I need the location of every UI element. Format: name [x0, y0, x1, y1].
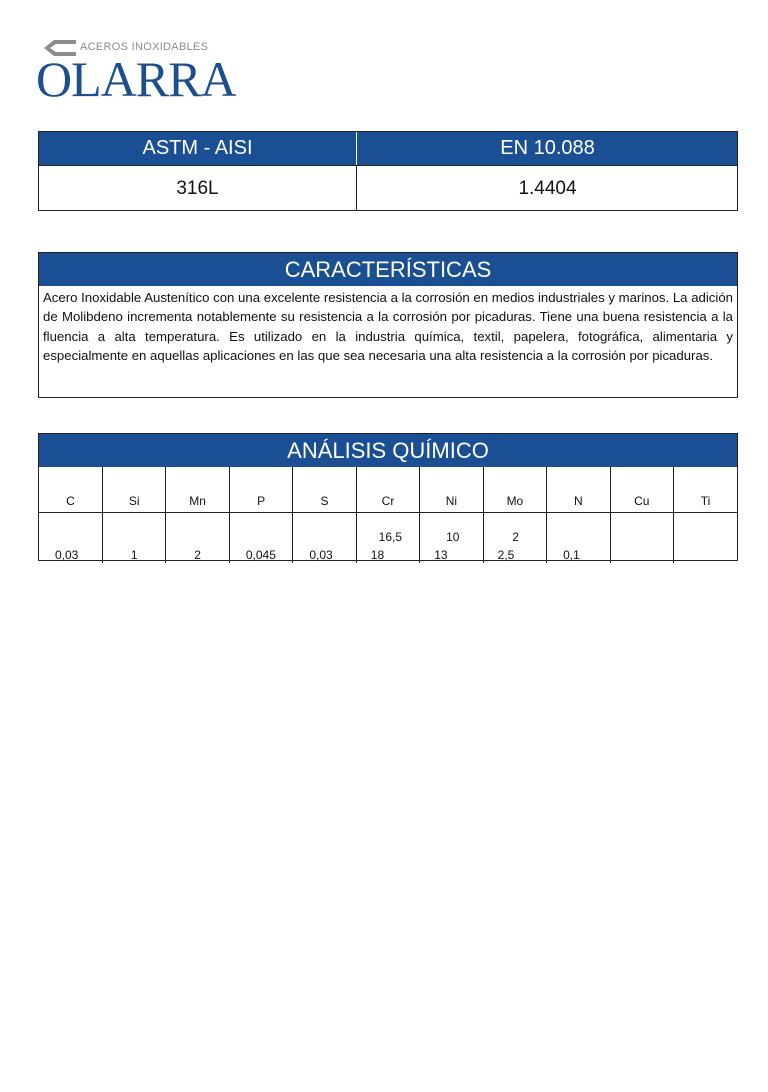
value-en-10088: 1.4404: [518, 177, 577, 199]
element-range-max: 0,03: [309, 548, 333, 562]
header-en-10088: EN 10.088: [500, 137, 595, 159]
equivalence-table: [38, 131, 738, 211]
element-value-cr: [356, 513, 419, 564]
element-symbol-cr: Cr: [356, 467, 419, 513]
element-symbol-ti: Ti: [674, 467, 737, 513]
element-range-max: 13: [434, 548, 448, 562]
element-symbol-mn: Mn: [166, 467, 229, 513]
element-value-c: [39, 513, 102, 564]
element-range-min: 10: [446, 530, 460, 544]
element-value-mo: [483, 513, 546, 564]
element-range-max: 0,1: [563, 548, 580, 562]
element-range-max: 2,5: [497, 548, 515, 562]
element-symbol-si: Si: [102, 467, 165, 513]
element-range-max: 0,045: [245, 548, 276, 562]
element-symbol-mo: Mo: [483, 467, 546, 513]
chemical-analysis-title: ANÁLISIS QUÍMICO: [39, 434, 737, 467]
element-symbol-n: N: [547, 467, 610, 513]
characteristics-title: CARACTERÍSTICAS: [39, 253, 737, 286]
logo-wordmark: OLARRA: [36, 51, 236, 107]
element-range-min: 2: [512, 530, 519, 544]
element-value-mn: [166, 513, 229, 564]
element-symbol-c: C: [39, 467, 102, 513]
element-value-p: [229, 513, 292, 564]
element-value-ni: [420, 513, 483, 564]
logo-tagline: ACEROS INOXIDABLES: [80, 41, 209, 53]
element-range-max: 1: [130, 548, 138, 562]
value-astm-aisi: 316L: [39, 166, 357, 211]
element-symbol-s: S: [293, 467, 356, 513]
element-symbol-cu: Cu: [610, 467, 673, 513]
chemical-analysis-section: [38, 433, 738, 561]
element-value-s: [293, 513, 356, 564]
element-range-min: 16,5: [378, 530, 402, 544]
element-value-ti: [674, 513, 737, 564]
chemical-analysis-table: [39, 467, 737, 563]
characteristics-text: Acero Inoxidable Austenítico con una excelente resistencia a la corrosión en medios industriales y marinos. La adición de Molibdeno incrementa notablemente su resistencia a la corrosión por picaduras. Tiene una buena resistencia a la fluencia a alta temperatura. Es utilizado en la industria química, textil, papelera, fotográfica, alimentaria y especialmente en aquellas aplicaciones en las que sea necesaria una alta resistencia a la corrosión por picaduras.: [43, 290, 733, 364]
element-symbol-p: P: [229, 467, 292, 513]
element-symbol-ni: Ni: [420, 467, 483, 513]
element-value-cu: [610, 513, 673, 564]
characteristics-section: [38, 252, 738, 398]
element-range-max: 2: [194, 548, 201, 562]
element-value-si: [102, 513, 165, 564]
element-range-max: 0,03: [55, 548, 79, 562]
element-range-max: 18: [370, 548, 385, 562]
element-value-n: [547, 513, 610, 564]
header-astm-aisi: ASTM - AISI: [39, 132, 357, 165]
